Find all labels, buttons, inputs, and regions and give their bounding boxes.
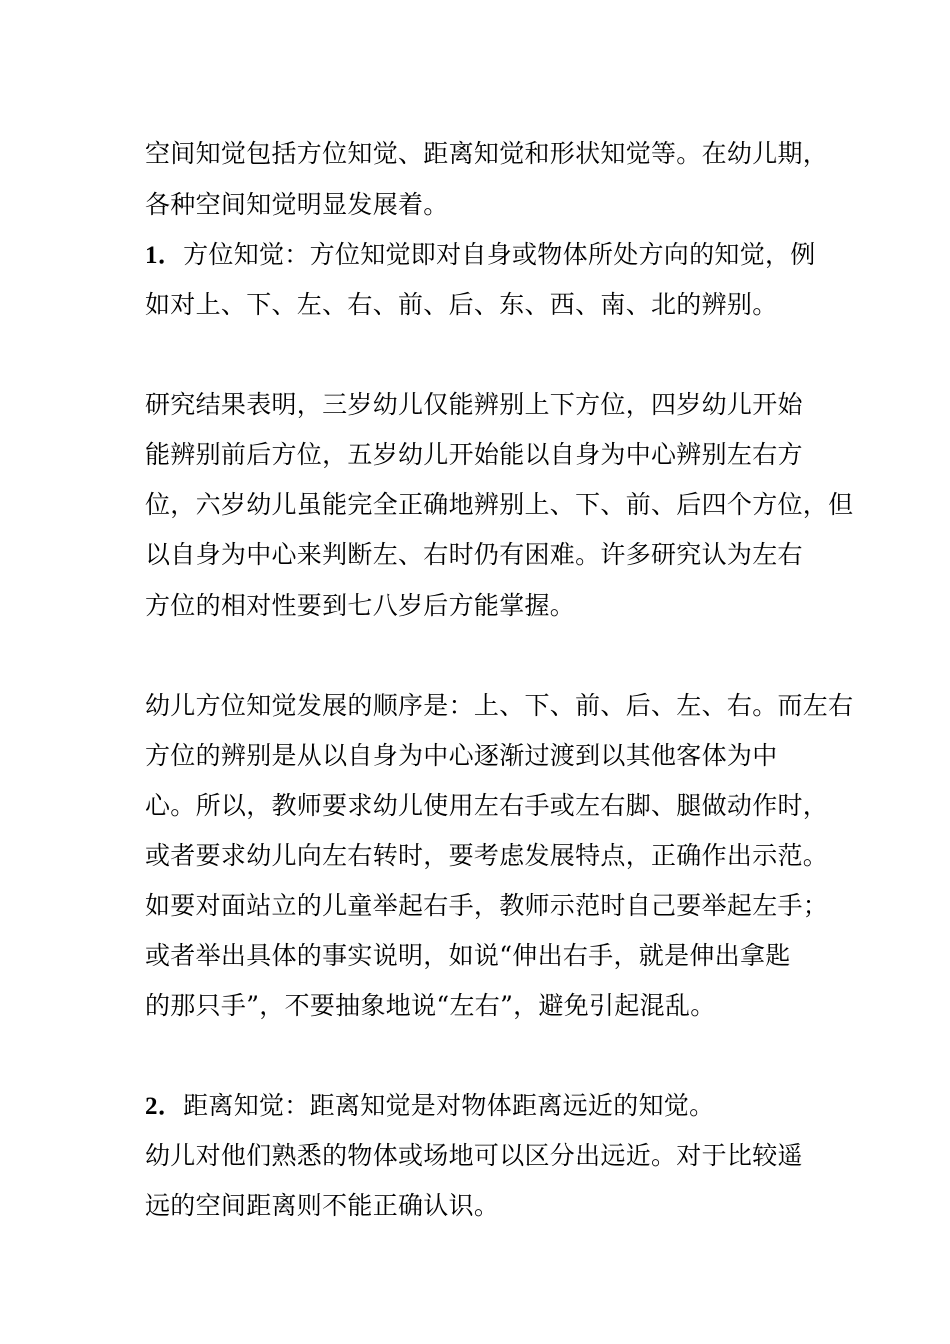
section-2-heading-line [145, 1088, 825, 1125]
order-line-5: 如要对面站立的儿童举起右手，教师示范时自己要举起左手； [145, 891, 829, 920]
section-2-line-1-text: 距离知觉：距离知觉是对物体距离远近的知觉。 [183, 1091, 715, 1120]
research-line-4: 以自身为中心来判断左、右时仍有困难。许多研究认为左右 [145, 540, 803, 569]
research-line-5: 方位的相对性要到七八岁后方能掌握。 [145, 591, 576, 620]
intro-line-1: 空间知觉包括方位知觉、距离知觉和形状知觉等。在幼儿期， [145, 139, 829, 168]
section-1-line-1-text: 方位知觉：方位知觉即对自身或物体所处方向的知觉，例 [183, 240, 816, 269]
distance-line-1: 幼儿对他们熟悉的物体或场地可以区分出远近。对于比较遥 [145, 1141, 803, 1170]
order-line-6: 或者举出具体的事实说明，如说“伸出右手，就是伸出拿匙 [145, 941, 791, 970]
order-line-2: 方位的辨别是从以自身为中心逐渐过渡到以其他客体为中 [145, 741, 778, 770]
order-line-7: 的那只手”，不要抽象地说“左右”，避免引起混乱。 [145, 991, 716, 1020]
research-line-2: 能辨别前后方位，五岁幼儿开始能以自身为中心辨别左右方 [145, 440, 803, 469]
order-line-1: 幼儿方位知觉发展的顺序是：上、下、前、后、左、右。而左右 [145, 691, 854, 720]
section-1-number: 1． [145, 242, 184, 269]
distance-line-2: 远的空间距离则不能正确认识。 [145, 1191, 500, 1220]
section-2-number: 2． [145, 1093, 184, 1120]
section-1-line-2: 如对上、下、左、右、前、后、东、西、南、北的辨别。 [145, 290, 778, 319]
section-1-heading-line [145, 237, 825, 274]
order-line-4: 或者要求幼儿向左右转时，要考虑发展特点，正确作出示范。 [145, 841, 829, 870]
intro-line-2: 各种空间知觉明显发展着。 [145, 190, 449, 219]
research-line-1: 研究结果表明，三岁幼儿仅能辨别上下方位，四岁幼儿开始 [145, 390, 803, 419]
order-line-3: 心。所以，教师要求幼儿使用左右手或左右脚、腿做动作时， [145, 791, 829, 820]
research-line-3: 位，六岁幼儿虽能完全正确地辨别上、下、前、后四个方位，但 [145, 490, 854, 519]
